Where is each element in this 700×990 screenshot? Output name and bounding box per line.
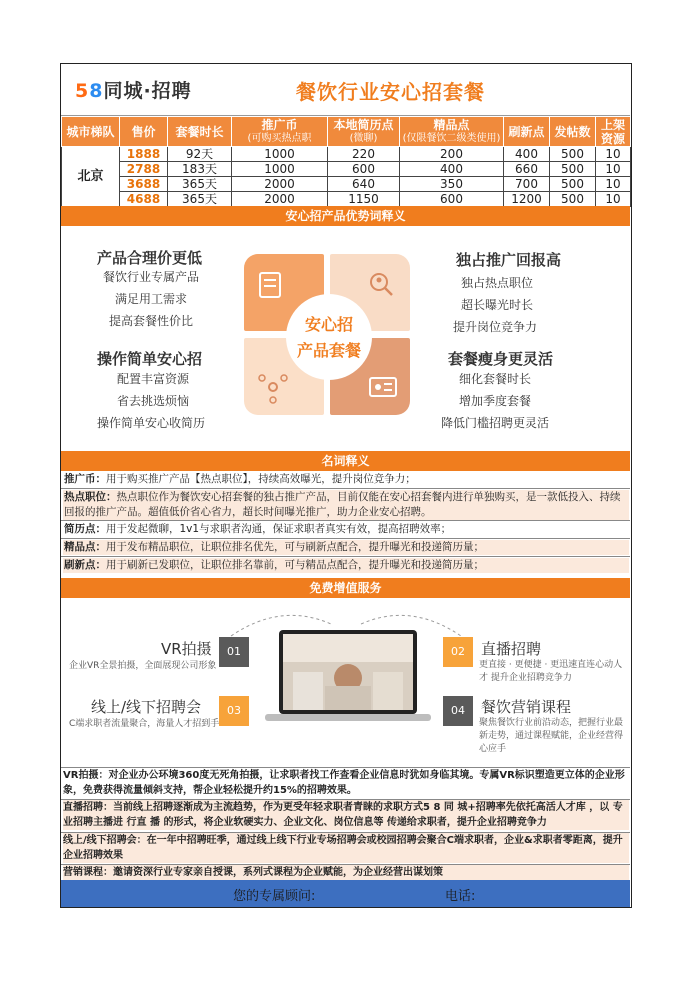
glossary-item: [63, 540, 629, 555]
service-title-fair: 线上/线下招聘会: [91, 698, 202, 716]
cell: 1888: [120, 147, 168, 162]
service-title-vr: VR拍摄: [161, 640, 212, 658]
consultant-label: 您的专属顾问:: [233, 889, 316, 904]
services-band: 免费增值服务: [61, 578, 630, 598]
service-note: [63, 768, 629, 798]
glossary-item: [63, 490, 629, 520]
logo-digit-8: 8: [89, 80, 104, 102]
cell: 2000: [232, 177, 328, 192]
glossary-text: 用于发起微聊，1v1与求职者沟通，保证求职者真实有效，提高招聘效率；: [106, 523, 452, 535]
service-note: [63, 865, 629, 880]
adv-bl-line: 省去挑选烦恼: [117, 394, 190, 408]
glossary-term: 精品点：: [64, 541, 106, 553]
search-person-icon: [364, 268, 398, 302]
cell: 500: [550, 192, 596, 207]
cell: 365天: [168, 177, 232, 192]
flyer-sheet: [60, 63, 632, 908]
service-num-02: 02: [443, 637, 473, 667]
cell: 2000: [232, 192, 328, 207]
cell: 350: [400, 177, 504, 192]
cell: 640: [328, 177, 400, 192]
divider: [61, 538, 630, 539]
col-header-coins: 推广币 (可购买热点职: [232, 117, 328, 147]
divider: [61, 488, 630, 489]
center-label-2: 产品套餐: [296, 341, 361, 360]
col-header-price: 售价: [120, 117, 168, 147]
service-num-03: 03: [219, 696, 249, 726]
center-label-1: 安心招: [304, 315, 353, 334]
service-title-live: 直播招聘: [481, 640, 542, 658]
note-text: 邀请资深行业专家亲自授课，系列式课程为企业赋能，为企业经营出谋划策: [113, 867, 443, 878]
cell: 10: [596, 192, 631, 207]
adv-bl-title: 操作简单安心招: [97, 350, 203, 368]
cell: 700: [504, 177, 550, 192]
cell: 200: [400, 147, 504, 162]
col-header-resume: 本地简历点 (微聊): [328, 117, 400, 147]
price-table: [61, 116, 631, 207]
note-term: 线上/线下招聘会：: [63, 835, 147, 846]
glossary-term: 推广币：: [64, 473, 106, 485]
cell: 3688: [120, 177, 168, 192]
note-term: 营销课程：: [63, 867, 113, 878]
note-term: VR拍摄：: [63, 770, 109, 781]
adv-tl-line: 满足用工需求: [115, 292, 188, 306]
cell: 4688: [120, 192, 168, 207]
adv-tr-line: 超长曝光时长: [461, 298, 534, 312]
table-row: [62, 162, 631, 177]
adv-tl-title: 产品合理价更低: [97, 249, 203, 267]
cell: 660: [504, 162, 550, 177]
glossary-item: [63, 472, 629, 487]
col-header-city: 城市梯队: [62, 117, 120, 147]
service-num-01: 01: [219, 637, 249, 667]
glossary-band: 名词释义: [61, 451, 630, 471]
logo-digit-5: 5: [75, 80, 90, 102]
product-quadrant: [244, 254, 412, 416]
network-people-icon: [256, 370, 290, 404]
brand-logo: [75, 76, 192, 103]
divider: [61, 520, 630, 521]
services-panel: [61, 604, 630, 768]
service-num-04: 04: [443, 696, 473, 726]
service-note: [63, 800, 629, 830]
adv-bl-line: 操作简单安心收简历: [97, 416, 206, 430]
table-row: [62, 147, 631, 162]
note-text: 对企业办公环境360度无死角拍摄，让求职者找工作查看企业信息时犹如身临其境。专属VR标识塑造更立体的企业形象，免费获得流量倾斜支持，帮企业轻松提升约15%的招聘效果。: [63, 770, 625, 796]
glossary-term: 热点职位：: [64, 491, 117, 503]
col-header-refresh: 刷新点: [504, 117, 550, 147]
phone-label: 电话:: [445, 889, 476, 904]
glossary-text: 用于刷新已发职位，让职位排名靠前，可与精品点配合，提升曝光和投递简历量；: [106, 559, 484, 571]
col-header-premium: 精品点 (仅限餐饮二级类使用): [400, 117, 504, 147]
adv-bl-line: 配置丰富资源: [117, 372, 190, 386]
col-header-listing: 上架 资源: [596, 117, 631, 147]
adv-br-line: 细化套餐时长: [459, 372, 532, 386]
adv-tl-line: 提高套餐性价比: [109, 314, 194, 328]
table-row: [62, 192, 631, 207]
col-header-duration: 套餐时长: [168, 117, 232, 147]
glossary-item: [63, 522, 629, 537]
cell: 600: [328, 162, 400, 177]
col-header-posts: 发帖数: [550, 117, 596, 147]
glossary-term: 刷新点：: [64, 559, 106, 571]
header: [61, 64, 630, 116]
cell: 600: [400, 192, 504, 207]
divider: [61, 556, 630, 557]
cell: 183天: [168, 162, 232, 177]
cell: 365天: [168, 192, 232, 207]
laptop-team-photo: [263, 628, 433, 728]
adv-br-line: 增加季度套餐: [459, 394, 532, 408]
note-term: 直播招聘：: [63, 802, 113, 813]
cell: 220: [328, 147, 400, 162]
advantages-band: 安心招产品优势词释义: [61, 206, 630, 226]
cell: 400: [504, 147, 550, 162]
adv-tr-title: 独占推广回报高: [456, 251, 562, 269]
service-desc-course: 聚焦餐饮行业前沿动态，把握行业最新走势，通过课程赋能，企业经营得心应手: [479, 718, 624, 754]
service-note: [63, 833, 629, 863]
note-text: 在一年中招聘旺季，通过线上线下行业专场招聘会或校园招聘会聚合C端求职者，企业&求职者零距离，提升企业招聘效果: [63, 835, 623, 861]
adv-br-line: 降低门槛招聘更灵活: [441, 416, 550, 430]
adv-tr-line: 提升岗位竞争力: [453, 320, 538, 334]
cell: 500: [550, 147, 596, 162]
cell: 1200: [504, 192, 550, 207]
cell: 92天: [168, 147, 232, 162]
adv-tl-line: 餐饮行业专属产品: [103, 270, 200, 284]
service-title-course: 餐饮营销课程: [481, 698, 572, 716]
cell: 1000: [232, 162, 328, 177]
cell: 500: [550, 162, 596, 177]
table-header-row: [62, 117, 631, 147]
cell: 500: [550, 177, 596, 192]
table-row: [62, 177, 631, 192]
adv-br-title: 套餐瘦身更灵活: [448, 350, 554, 368]
cell: 10: [596, 147, 631, 162]
glossary-text: 用于发布精品职位，让职位排名优先，可与刷新点配合，提升曝光和投递简历量；: [106, 541, 484, 553]
glossary-text: 热点职位作为餐饮安心招套餐的独占推广产品，目前仅能在安心招套餐内进行单独购买，是一款低投入、持续回报的推广产品。超值低价省心省力，超长时间曝光推广，助力企业安心招聘。: [64, 491, 621, 518]
contact-footer: [61, 880, 630, 907]
cell: 1000: [232, 147, 328, 162]
note-text: 当前线上招聘逐渐成为主流趋势，作为更受年轻求职者青睐的求职方式5 8 同 城+招聘率先依托高活人才库 ，以 专业招聘主播进 行直 播 的形式，将企业软硬实力、企业文化、岗位信息等 传递给求职者，提升企业招聘竞争力: [63, 802, 623, 828]
id-card-icon: [366, 370, 400, 404]
service-desc-live: 更直接 · 更便捷 · 更迅速直连心动人才 提升企业招聘竞争力: [479, 660, 623, 683]
glossary-text: 用于购买推广产品【热点职位】，持续高效曝光，提升岗位竞争力；: [106, 473, 416, 485]
cell: 2788: [120, 162, 168, 177]
cell: 10: [596, 162, 631, 177]
cell: 1150: [328, 192, 400, 207]
page-title: 餐饮行业安心招套餐: [296, 80, 485, 104]
city-cell: 北京: [62, 147, 120, 207]
document-icon: [254, 268, 288, 302]
cell: 400: [400, 162, 504, 177]
adv-tr-line: 独占热点职位: [461, 276, 534, 290]
service-desc-vr: 企业VR全景拍摄，全面展现公司形象: [69, 661, 217, 671]
glossary-item: [63, 558, 629, 573]
glossary-term: 简历点：: [64, 523, 106, 535]
logo-text: 同城·招聘: [103, 80, 192, 102]
service-desc-fair: C端求职者流量聚合，海量人才招到手: [69, 719, 220, 729]
quadrant-center: [286, 294, 372, 380]
cell: 10: [596, 177, 631, 192]
